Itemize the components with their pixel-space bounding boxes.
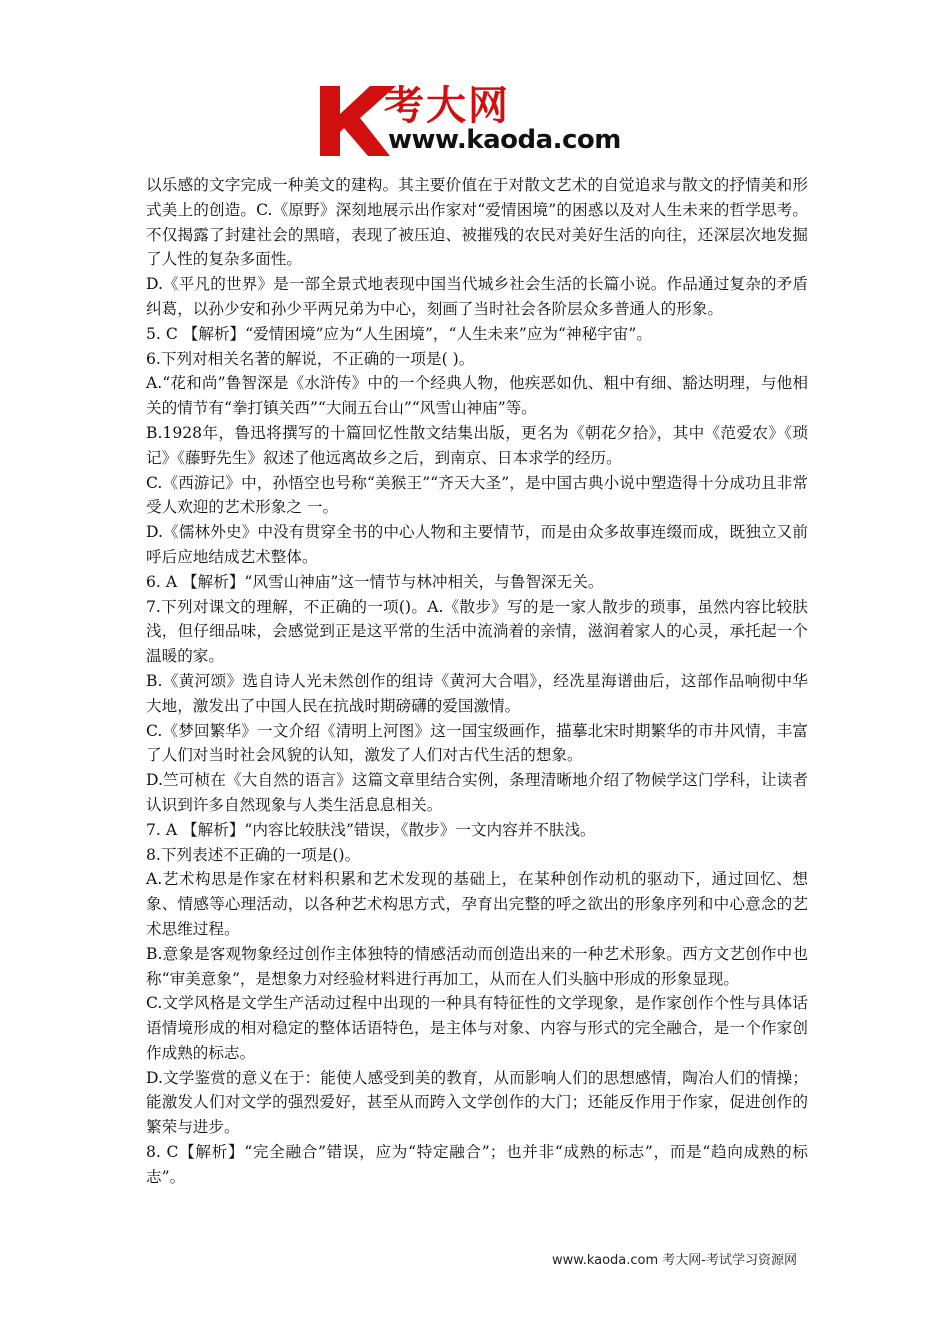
option-6c: C.《西游记》中，孙悟空也号称“美猴王”“齐天大圣”，是中国古典小说中塑造得十分成功且非常受人欢迎的艺术形象之 一。 bbox=[146, 473, 808, 517]
option-7b: B.《黄河颂》选自诗人光未然创作的组诗《黄河大合唱》，经冼星海谱曲后，这部作品响彻中华大地，激发出了中国人民在抗战时期磅礴的爱国激情。 bbox=[146, 671, 808, 715]
answer-7: 7. A 【解析】“内容比较肤浅”错误，《散步》一文内容并不肤浅。 bbox=[146, 820, 596, 839]
logo-brand-url: www.kaoda.com bbox=[388, 125, 621, 155]
option-8d: D.文学鉴赏的意义在于：能使人感受到美的教育，从而影响人们的思想感情，陶冶人们的情操；能激发人们对文学的强烈爱好，甚至从而跨入文学创作的大门；还能反作用于作家，促进创作的繁荣与进步。 bbox=[146, 1068, 808, 1137]
question-8: 8.下列表述不正确的一项是()。 bbox=[146, 845, 361, 864]
question-6: 6.下列对相关名著的解说，不正确的一项是( )。 bbox=[146, 349, 475, 368]
answer-8: 8. C【解析】“完全融合”错误，应为“特定融合”；也并非“成熟的标志”，而是“趋向成熟的标志”。 bbox=[146, 1143, 808, 1186]
paragraph: D.《平凡的世界》是一部全景式地表现中国当代城乡社会生活的长篇小说。作品通过复杂的矛盾纠葛，以孙少安和孙少平两兄弟为中心，刻画了当时社会各阶层众多普通人的形象。 bbox=[146, 275, 808, 318]
document-body bbox=[146, 173, 808, 1190]
option-6b: B.1928年，鲁迅将撰写的十篇回忆性散文结集出版，更名为《朝花夕拾》，其中《范爱农》《琐记》《藤野先生》叙述了他远离故乡之后，到南京、日本求学的经历。 bbox=[146, 423, 808, 467]
answer-5: 5. C 【解析】“爱情困境”应为“人生困境”，“人生未来”应为“神秘宇宙”。 bbox=[146, 324, 652, 343]
logo-brand-cn: 考大网 bbox=[384, 83, 510, 129]
option-8c: C.文学风格是文学生产活动过程中出现的一种具有特征性的文学现象，是作家创作个性与具体话语情境形成的相对稳定的整体话语特色，是主体与对象、内容与形式的完全融合，是一个作家创作成熟的标志。 bbox=[146, 994, 808, 1062]
option-6a: A.“花和尚”鲁智深是《水浒传》中的一个经典人物，他疾恶如仇、粗中有细、豁达明理，与他相关的情节有“拳打镇关西”“大闹五台山”“风雪山神庙”等。 bbox=[146, 374, 808, 418]
kaoda-logo bbox=[318, 76, 640, 160]
question-7: 7.下列对课文的理解，不正确的一项()。A.《散步》写的是一家人散步的琐事，虽然内容比较肤浅，但仔细品味，会感觉到正是这平常的生活中流淌着的亲情，滋润着家人的心灵，承托起一个温暖的家。 bbox=[146, 597, 808, 666]
option-7d: D.竺可桢在《大自然的语言》这篇文章里结合实例，条理清晰地介绍了物候学这门学科，让读者认识到许多自然现象与人类生活息息相关。 bbox=[146, 771, 808, 814]
paragraph: 以乐感的文字完成一种美文的建构。其主要价值在于对散文艺术的自觉追求与散文的抒情美和形式美上的创造。C.《原野》深刻地展示出作家对“爱情困境”的困惑以及对人生未来的哲学思考。不仅揭露了封建社会的黑暗，表现了被压迫、被摧残的农民对美好生活的向往，还深层次地发掘了人性的复杂多面性。 bbox=[146, 176, 808, 269]
option-8a: A.艺术构思是作家在材料积累和艺术发现的基础上，在某种创作动机的驱动下，通过回忆、想象、情感等心理活动，以各种艺术构思方式，孕育出完整的呼之欲出的形象序列和中心意念的艺术思维过程。 bbox=[146, 870, 808, 938]
option-8b: B.意象是客观物象经过创作主体独特的情感活动而创造出来的一种艺术形象。西方文艺创作中也称“审美意象”，是想象力对经验材料进行再加工，从而在人们头脑中形成的形象显现。 bbox=[146, 944, 808, 988]
answer-6: 6. A 【解析】“风雪山神庙”这一情节与林冲相关，与鲁智深无关。 bbox=[146, 572, 604, 591]
option-7c: C.《梦回繁华》一文介绍《清明上河图》这一国宝级画作，描摹北宋时期繁华的市井风情，丰富了人们对当时社会风貌的认知，激发了人们对古代生活的想象。 bbox=[146, 721, 808, 765]
option-6d: D.《儒林外史》中没有贯穿全书的中心人物和主要情节，而是由众多故事连缀而成，既独立又前呼后应地结成艺术整体。 bbox=[146, 523, 808, 566]
footer-text: www.kaoda.com 考大网-考试学习资源网 bbox=[552, 1253, 797, 1268]
